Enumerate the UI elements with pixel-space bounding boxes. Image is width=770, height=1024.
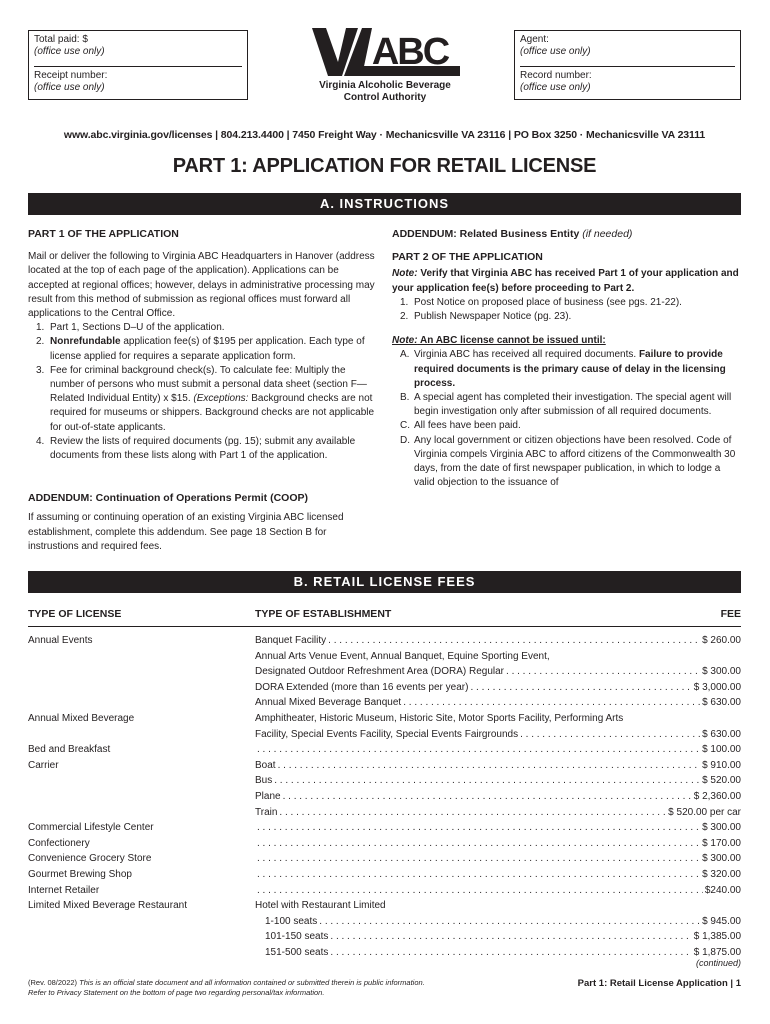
receipt-number-field xyxy=(34,66,242,101)
fee-row xyxy=(28,773,741,789)
dot-leader xyxy=(470,680,691,696)
establishment-cell xyxy=(255,664,741,680)
logo-caption-line2: Control Authority xyxy=(343,92,427,103)
establishment-cell xyxy=(255,711,741,727)
fee-row xyxy=(28,758,741,774)
establishment-label: Boat xyxy=(255,759,276,771)
establishment-cell xyxy=(255,883,741,899)
note-text: Verify that Virginia ABC has received Part 1 of your application and your application fee(s) before proceeding to Part 2. xyxy=(392,268,739,294)
dot-leader xyxy=(330,945,691,961)
va-abc-logo xyxy=(300,26,470,112)
section-b-header: B. RETAIL LICENSE FEES xyxy=(28,571,741,593)
col-header-type: TYPE OF LICENSE xyxy=(28,608,122,620)
list-marker: A. xyxy=(400,349,410,361)
fee-amount: $ 320.00 xyxy=(702,868,741,880)
list-item xyxy=(392,391,742,419)
public-info-notice: This is an official state document and all information contained or submitted therein is public information. xyxy=(77,978,425,987)
fee-row xyxy=(28,867,741,883)
establishment-cell xyxy=(255,758,741,774)
list-marker: 1. xyxy=(400,296,409,308)
receipt-number-note: (office use only) xyxy=(34,82,105,93)
list-item xyxy=(392,296,742,310)
establishment-cell xyxy=(255,898,741,914)
dot-leader xyxy=(283,789,692,805)
list-text: A special agent has completed their investigation. The special agent will begin investigation only after submission of all required documents. xyxy=(414,392,732,418)
dot-leader xyxy=(403,695,700,711)
fee-row xyxy=(28,805,741,821)
fee-row xyxy=(28,945,741,961)
total-paid-field xyxy=(34,31,242,66)
fee-amount: $240.00 xyxy=(704,884,741,896)
issuance-note xyxy=(392,334,742,348)
fee-table-header xyxy=(28,608,741,624)
list-text: Post Notice on proposed place of business (see pgs. 21-22). xyxy=(414,296,682,308)
list-text: Publish Newspaper Notice (pg. 23). xyxy=(414,311,572,323)
fee-row xyxy=(28,680,741,696)
instructions-right-column xyxy=(392,227,742,490)
dot-leader xyxy=(257,867,700,883)
fee-amount: $ 3,000.00 xyxy=(693,681,741,693)
logo-caption xyxy=(300,80,470,104)
fee-row xyxy=(28,898,741,914)
establishment-label: Annual Arts Venue Event, Annual Banquet, Equine Sporting Event, xyxy=(255,650,550,662)
part2-list xyxy=(392,296,742,324)
list-marker: 2. xyxy=(36,336,45,348)
fee-amount: $ 260.00 xyxy=(702,635,741,646)
fee-amount: $ 1,385.00 xyxy=(693,931,741,943)
list-text: Fee for criminal background check(s). To calculate fee: Multiply the number of persons who must submit a personal data sheet (section F—Related Individual Entity) x $15. xyxy=(50,364,367,405)
va-abc-logo-mark xyxy=(310,26,460,78)
fee-amount: $ 630.00 xyxy=(702,728,741,740)
record-number-note: (office use only) xyxy=(520,82,591,93)
list-item xyxy=(28,335,378,363)
establishment-cell xyxy=(255,929,741,945)
establishment-label: 101-150 seats xyxy=(265,931,329,943)
establishment-cell xyxy=(255,773,741,789)
establishment-label: 1-100 seats xyxy=(265,915,318,927)
dot-leader xyxy=(257,742,700,758)
dot-leader xyxy=(328,633,700,649)
list-marker: 3. xyxy=(36,364,45,376)
office-use-box-right xyxy=(514,30,741,100)
fee-amount: $ 945.00 xyxy=(702,915,741,927)
fee-amount: $ 300.00 xyxy=(702,666,741,678)
instructions-left-column xyxy=(28,227,378,554)
list-marker: 1. xyxy=(36,322,45,334)
list-bold-text: Nonrefundable xyxy=(50,336,121,348)
part1-list xyxy=(28,321,378,463)
license-type-cell: Limited Mixed Beverage Restaurant xyxy=(28,900,187,912)
header-divider xyxy=(28,626,741,627)
fee-row xyxy=(28,711,741,727)
dot-leader xyxy=(520,727,700,743)
dot-leader xyxy=(257,836,700,852)
establishment-cell xyxy=(255,805,741,821)
fee-row xyxy=(28,820,741,836)
fee-row xyxy=(28,695,741,711)
total-paid-label: Total paid: $ xyxy=(34,34,88,45)
license-type-cell: Annual Mixed Beverage xyxy=(28,712,135,724)
fee-row xyxy=(28,789,741,805)
list-item xyxy=(392,348,742,391)
establishment-cell xyxy=(255,867,741,883)
establishment-cell xyxy=(255,742,741,758)
establishment-cell xyxy=(255,649,741,665)
dot-leader xyxy=(257,851,700,867)
fee-rows xyxy=(28,633,741,960)
establishment-label: Train xyxy=(255,806,278,818)
establishment-cell xyxy=(255,820,741,836)
license-type-cell: Confectionery xyxy=(28,837,90,849)
fee-amount: $ 2,360.00 xyxy=(693,790,741,802)
part1-intro: Mail or deliver the following to Virginia ABC Headquarters in Hanover (address located at the top of each page of the application). Applications can be accepted at regional offices; however, delays in administrative processing may result from this method of submission as regional offices must forward all applications to the Central Office. xyxy=(28,251,375,320)
establishment-label: Designated Outdoor Refreshment Area (DORA) Regular xyxy=(255,666,505,678)
dot-leader xyxy=(257,883,703,899)
license-type-cell: Convenience Grocery Store xyxy=(28,853,152,865)
total-paid-note: (office use only) xyxy=(34,46,105,57)
establishment-cell xyxy=(255,633,741,649)
fee-row xyxy=(28,929,741,945)
agent-field xyxy=(520,31,735,66)
privacy-notice: Refer to Privacy Statement on the bottom of page two regarding personal/tax information. xyxy=(28,988,325,997)
list-text: application fee(s) of $195 per application. Each type of license applied for requires a separate application form. xyxy=(50,336,365,362)
establishment-label: Amphitheater, Historic Museum, Historic Site, Motor Sports Facility, Performing Arts xyxy=(255,712,624,724)
addendum-rbe-title: ADDENDUM: Related Business Entity xyxy=(392,228,580,240)
establishment-cell xyxy=(255,851,741,867)
footer-notice xyxy=(28,978,488,998)
license-type-cell: Carrier xyxy=(28,759,59,771)
dot-leader xyxy=(506,664,700,680)
note-label: Note: xyxy=(392,268,418,280)
receipt-number-label: Receipt number: xyxy=(34,70,108,81)
fee-amount: $ 1,875.00 xyxy=(693,946,741,958)
list-item xyxy=(392,434,742,491)
logo-abc-text: ABC xyxy=(371,31,449,73)
fee-amount: $ 300.00 xyxy=(702,853,741,865)
list-text: Background checks are not required for museums or shippers. Background checks are not applicable for out-of-state applicants. xyxy=(50,393,375,433)
note-text: An ABC license cannot be issued until: xyxy=(417,335,606,347)
list-marker: C. xyxy=(400,420,410,432)
contact-address-line: www.abc.virginia.gov/licenses | 804.213.4400 | 7450 Freight Way · Mechanicsville VA 23116 | PO Box 3250 · Mechanicsville VA 23111 xyxy=(63,129,706,141)
fee-row xyxy=(28,633,741,649)
fee-amount: $ 520.00 xyxy=(702,775,741,787)
list-text: Virginia ABC has received all required documents. xyxy=(414,349,639,361)
addendum-rbe-note: (if needed) xyxy=(582,228,633,240)
page-footer-label: Part 1: Retail License Application | 1 xyxy=(577,978,741,989)
establishment-label: DORA Extended (more than 16 events per year) xyxy=(255,681,469,693)
page-title: PART 1: APPLICATION FOR RETAIL LICENSE xyxy=(172,155,597,177)
retail-license-fee-table xyxy=(28,608,741,960)
list-item xyxy=(392,310,742,324)
record-number-field xyxy=(520,66,735,101)
license-type-cell: Annual Events xyxy=(28,635,93,646)
record-number-label: Record number: xyxy=(520,70,592,81)
establishment-label: Banquet Facility xyxy=(255,635,327,646)
coop-heading: ADDENDUM: Continuation of Operations Permit (COOP) xyxy=(28,492,308,505)
fee-row xyxy=(28,742,741,758)
fee-amount: $ 630.00 xyxy=(702,697,741,709)
establishment-cell xyxy=(255,945,741,961)
establishment-cell xyxy=(255,789,741,805)
section-a-header: A. INSTRUCTIONS xyxy=(28,193,741,215)
list-item xyxy=(28,321,378,335)
list-text: Part 1, Sections D–U of the application. xyxy=(50,322,225,334)
fee-row xyxy=(28,727,741,743)
list-italic-text: (Exceptions: xyxy=(190,393,249,405)
fee-amount: $ 100.00 xyxy=(702,744,741,756)
agent-label: Agent: xyxy=(520,34,549,45)
establishment-cell xyxy=(255,727,741,743)
fee-row xyxy=(28,883,741,899)
list-marker: D. xyxy=(400,434,410,446)
list-text: All fees have been paid. xyxy=(414,420,521,432)
col-header-establishment: TYPE OF ESTABLISHMENT xyxy=(255,608,392,620)
license-type-cell: Internet Retailer xyxy=(28,884,100,896)
fee-amount: $ 300.00 xyxy=(702,822,741,834)
fee-row xyxy=(28,836,741,852)
fee-row xyxy=(28,649,741,665)
revision-label: (Rev. 08/2022) xyxy=(28,978,78,987)
license-type-cell: Gourmet Brewing Shop xyxy=(28,868,132,880)
list-marker: B. xyxy=(400,392,410,404)
dot-leader xyxy=(279,805,666,821)
list-bold-text: Failure to provide required documents is the primary cause of delay in the licensing process. xyxy=(414,349,726,389)
col-header-fee: FEE xyxy=(720,608,741,620)
dot-leader xyxy=(278,758,700,774)
establishment-cell xyxy=(255,695,741,711)
fee-row xyxy=(28,851,741,867)
coop-text: If assuming or continuing operation of an existing Virginia ABC licensed establishment, complete this addendum. See page 18 Section B for instrustions and required fees. xyxy=(28,512,344,552)
part2-heading: PART 2 OF THE APPLICATION xyxy=(392,251,543,264)
fee-amount: $ 520.00 per car xyxy=(668,806,741,818)
addendum-rbe-heading xyxy=(392,227,742,241)
establishment-cell xyxy=(255,914,741,930)
list-text: Review the lists of required documents (pg. 15); submit any available documents from these lists along with Part 1 of the application. xyxy=(50,435,356,462)
establishment-label: Plane xyxy=(255,790,281,802)
fee-amount: $ 910.00 xyxy=(702,759,741,771)
dot-leader xyxy=(274,773,700,789)
logo-caption-line1: Virginia Alcoholic Beverage xyxy=(319,80,451,91)
establishment-label: Facility, Special Events Facility, Special Events Fairgrounds xyxy=(255,728,519,740)
agent-note: (office use only) xyxy=(520,46,591,57)
dot-leader xyxy=(330,929,691,945)
fee-row xyxy=(28,664,741,680)
list-item xyxy=(28,364,378,435)
list-text: Any local government or citizen objections have been resolved. Code of Virginia compels Virginia ABC to afford citizens of the Commonwealth 30 days, from the date of first newspaper publication, in which to lodge a valid objection to the issuance of xyxy=(414,434,736,489)
dot-leader xyxy=(257,820,700,836)
dot-leader xyxy=(319,914,700,930)
establishment-label: Bus xyxy=(255,775,273,787)
issuance-list xyxy=(392,348,742,490)
establishment-cell xyxy=(255,680,741,696)
part2-note xyxy=(392,267,742,295)
establishment-label: Annual Mixed Beverage Banquet xyxy=(255,697,402,709)
establishment-label: 151-500 seats xyxy=(265,946,329,958)
note-label: Note: xyxy=(392,335,418,347)
establishment-cell xyxy=(255,836,741,852)
license-type-cell: Bed and Breakfast xyxy=(28,744,111,756)
fee-amount: $ 170.00 xyxy=(702,837,741,849)
list-item xyxy=(28,435,378,463)
establishment-label: Hotel with Restaurant Limited xyxy=(255,900,386,912)
list-item xyxy=(392,419,742,433)
list-marker: 2. xyxy=(400,311,409,323)
part1-heading: PART 1 OF THE APPLICATION xyxy=(28,228,179,240)
fee-row xyxy=(28,914,741,930)
continued-note: (continued) xyxy=(695,958,741,968)
office-use-box-left xyxy=(28,30,248,100)
list-marker: 4. xyxy=(36,435,45,447)
license-type-cell: Commercial Lifestyle Center xyxy=(28,822,154,834)
